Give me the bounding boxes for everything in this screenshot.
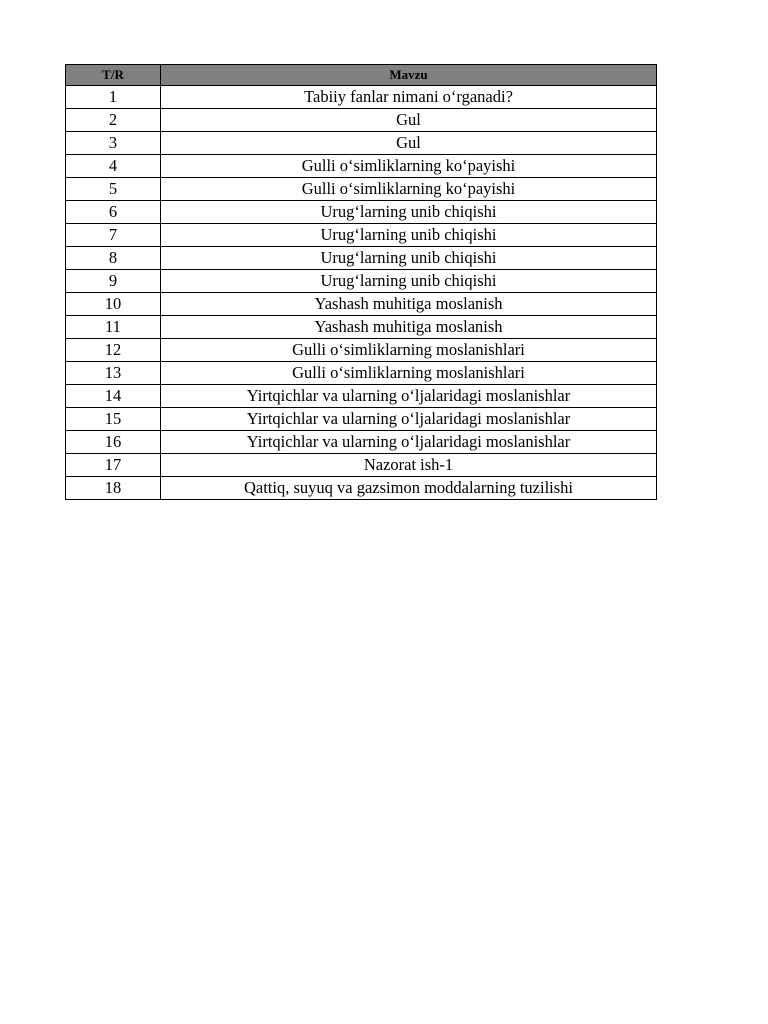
row-number-cell: 11: [66, 316, 161, 339]
table-row: [66, 132, 657, 155]
row-number-cell: 16: [66, 431, 161, 454]
row-topic-cell: Gulli o‘simliklarning moslanishlari: [161, 339, 657, 362]
table-row: [66, 224, 657, 247]
row-topic-cell: Urug‘larning unib chiqishi: [161, 224, 657, 247]
row-number-cell: 5: [66, 178, 161, 201]
row-topic-cell: Gulli o‘simliklarning ko‘payishi: [161, 178, 657, 201]
table-header-row: [66, 65, 657, 86]
row-topic-cell: Gul: [161, 132, 657, 155]
row-topic-cell: Urug‘larning unib chiqishi: [161, 201, 657, 224]
row-number-cell: 14: [66, 385, 161, 408]
table-header: [66, 65, 657, 86]
table-row: [66, 86, 657, 109]
topics-table: [65, 64, 657, 500]
header-number: T/R: [66, 65, 161, 86]
row-topic-cell: Nazorat ish-1: [161, 454, 657, 477]
row-topic-cell: Urug‘larning unib chiqishi: [161, 247, 657, 270]
table-row: [66, 155, 657, 178]
table-row: [66, 339, 657, 362]
row-topic-cell: Urug‘larning unib chiqishi: [161, 270, 657, 293]
table-row: [66, 178, 657, 201]
table-row: [66, 247, 657, 270]
row-number-cell: 15: [66, 408, 161, 431]
row-number-cell: 1: [66, 86, 161, 109]
row-number-cell: 13: [66, 362, 161, 385]
row-number-cell: 12: [66, 339, 161, 362]
row-number-cell: 2: [66, 109, 161, 132]
row-number-cell: 18: [66, 477, 161, 500]
row-number-cell: 17: [66, 454, 161, 477]
row-topic-cell: Yirtqichlar va ularning o‘ljalaridagi moslanishlar: [161, 408, 657, 431]
table-row: [66, 454, 657, 477]
table-row: [66, 477, 657, 500]
row-number-cell: 8: [66, 247, 161, 270]
row-topic-cell: Gulli o‘simliklarning moslanishlari: [161, 362, 657, 385]
row-topic-cell: Yashash muhitiga moslanish: [161, 293, 657, 316]
table-row: [66, 201, 657, 224]
row-topic-cell: Gul: [161, 109, 657, 132]
row-number-cell: 7: [66, 224, 161, 247]
row-topic-cell: Gulli o‘simliklarning ko‘payishi: [161, 155, 657, 178]
row-number-cell: 4: [66, 155, 161, 178]
row-number-cell: 9: [66, 270, 161, 293]
row-topic-cell: Yirtqichlar va ularning o‘ljalaridagi moslanishlar: [161, 431, 657, 454]
table-row: [66, 408, 657, 431]
table-row: [66, 385, 657, 408]
row-topic-cell: Tabiiy fanlar nimani o‘rganadi?: [161, 86, 657, 109]
row-number-cell: 3: [66, 132, 161, 155]
row-topic-cell: Yirtqichlar va ularning o‘ljalaridagi moslanishlar: [161, 385, 657, 408]
row-number-cell: 10: [66, 293, 161, 316]
row-number-cell: 6: [66, 201, 161, 224]
header-topic: Mavzu: [161, 65, 657, 86]
table-row: [66, 293, 657, 316]
table-row: [66, 270, 657, 293]
table-row: [66, 431, 657, 454]
row-topic-cell: Yashash muhitiga moslanish: [161, 316, 657, 339]
row-topic-cell: Qattiq, suyuq va gazsimon moddalarning tuzilishi: [161, 477, 657, 500]
table-body: [66, 86, 657, 500]
table-row: [66, 362, 657, 385]
table-row: [66, 109, 657, 132]
table-row: [66, 316, 657, 339]
